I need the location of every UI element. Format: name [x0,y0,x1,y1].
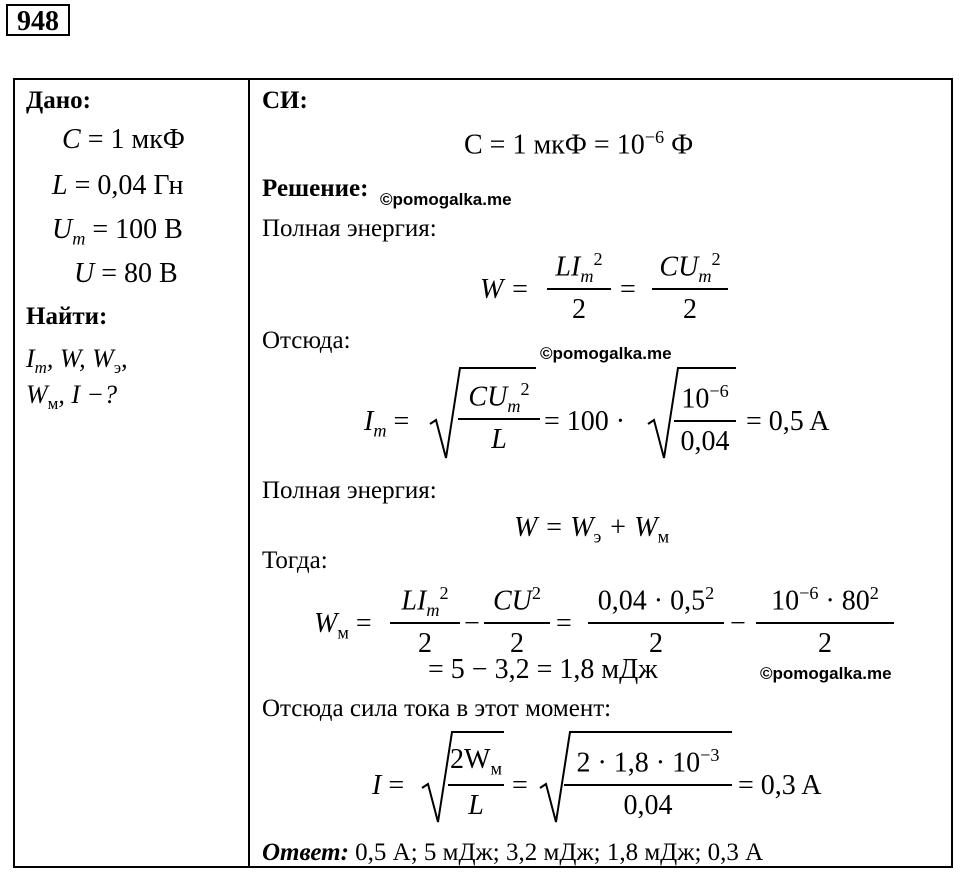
frac-bar-10 [564,784,732,786]
frac-bar-9 [448,784,504,786]
frac-cu2-num: $CU_m^2$ [659,249,721,286]
full-energy-label-2: Полная энергия: [262,477,437,504]
frac-bar-4 [674,420,736,422]
frac-wm-4-num: $10^{-6} \cdot 80^2$ [771,583,879,617]
frac-bar-5 [390,622,460,624]
frac-wm-4-den: 2 [818,628,832,659]
answer-line [262,840,763,865]
frac-wm-2-den: 2 [510,628,524,659]
find-line-1: $I_m$, W, $W_э$, [26,344,128,378]
si-heading: СИ: [262,87,308,114]
answer-text: 0,5 A; 5 мДж; 3,2 мДж; 1,8 мДж; 0,3 A [348,839,764,866]
eq-sign-2: = [556,608,572,639]
frac-im-den: 0,04 [680,426,730,457]
eq-wm-result: = 5 − 3,2 = 1,8 мДж [428,654,658,685]
minus-2: − [730,608,746,639]
frac-bar-1 [547,288,611,290]
watermark-1: ©pomogalka.me [380,190,512,209]
full-energy-label-1: Полная энергия: [262,215,437,242]
frac-li2-den: 2 [572,294,586,325]
frac-bar-2 [652,288,728,290]
eq-w-lhs: W = [480,274,530,305]
frac-wm-3-den: 2 [649,628,663,659]
eq-i-result: = 0,3 A [738,770,822,801]
eq-wm-lhs: $W_м$ = [314,608,372,643]
frac-i-den: L [468,790,484,821]
frac-cu2-den: 2 [683,294,697,325]
column-divider [248,78,250,868]
watermark-2: ©pomogalka.me [540,344,672,363]
eq-i-lhs: I = [372,770,405,801]
current-label: Отсюда сила тока в этот момент: [262,695,612,722]
frac-wm-2-num: $CU^2$ [493,583,541,617]
frac-i-num: $2W_м$ [450,744,502,779]
find-line-2: $W_м$, I −? [26,380,118,414]
given-voltage: U = 80 В [74,258,178,289]
frac-bar-8 [756,622,894,624]
frac-cu2l-num: $CU_m^2$ [468,379,530,416]
solution-heading: Решение: [262,175,369,202]
answer-label: Ответ: [262,839,349,866]
eq-sign-3: = [512,770,528,801]
si-formula: C = 1 мкФ = $10^{-6}$ Ф [464,127,694,161]
given-inductance: L = 0,04 Гн [52,170,184,201]
frac-wm-3-num: $0,04 \cdot 0,5^2$ [597,583,715,617]
frac-i2-den: 0,04 [623,790,673,821]
frac-wm-1-den: 2 [418,628,432,659]
given-capacitance: C = 1 мкФ [62,124,185,155]
then-label: Тогда: [262,547,328,574]
frac-wm-1-num: $LI_m^2$ [401,583,449,620]
eq-im-lhs: $I_m$ = [364,406,410,441]
frac-li2-num: $LI_m^2$ [555,249,603,286]
find-heading: Найти: [26,303,108,330]
frac-cu2l-den: L [491,424,507,455]
hence-label-1: Отсюда: [262,327,351,354]
problem-number: 948 [6,4,70,36]
frac-im-num: $10^{-6}$ [681,381,729,415]
given-heading: Дано: [26,87,91,114]
frac-bar-3 [458,418,540,420]
watermark-3: ©pomogalka.me [760,664,892,683]
frac-bar-6 [484,622,550,624]
eq-sign-1: = [620,274,636,305]
given-max-voltage: $U_m = 100$ В [52,214,183,249]
eq-w-sum: $W = W_э + W_м$ [514,512,670,547]
minus-1: − [464,608,480,639]
frac-bar-7 [588,622,724,624]
eq-im-mid: = 100 · [544,406,626,437]
frac-i2-num: $2 \cdot 1,8 \cdot 10^{-3}$ [576,745,720,779]
eq-im-result: = 0,5 A [746,406,830,437]
